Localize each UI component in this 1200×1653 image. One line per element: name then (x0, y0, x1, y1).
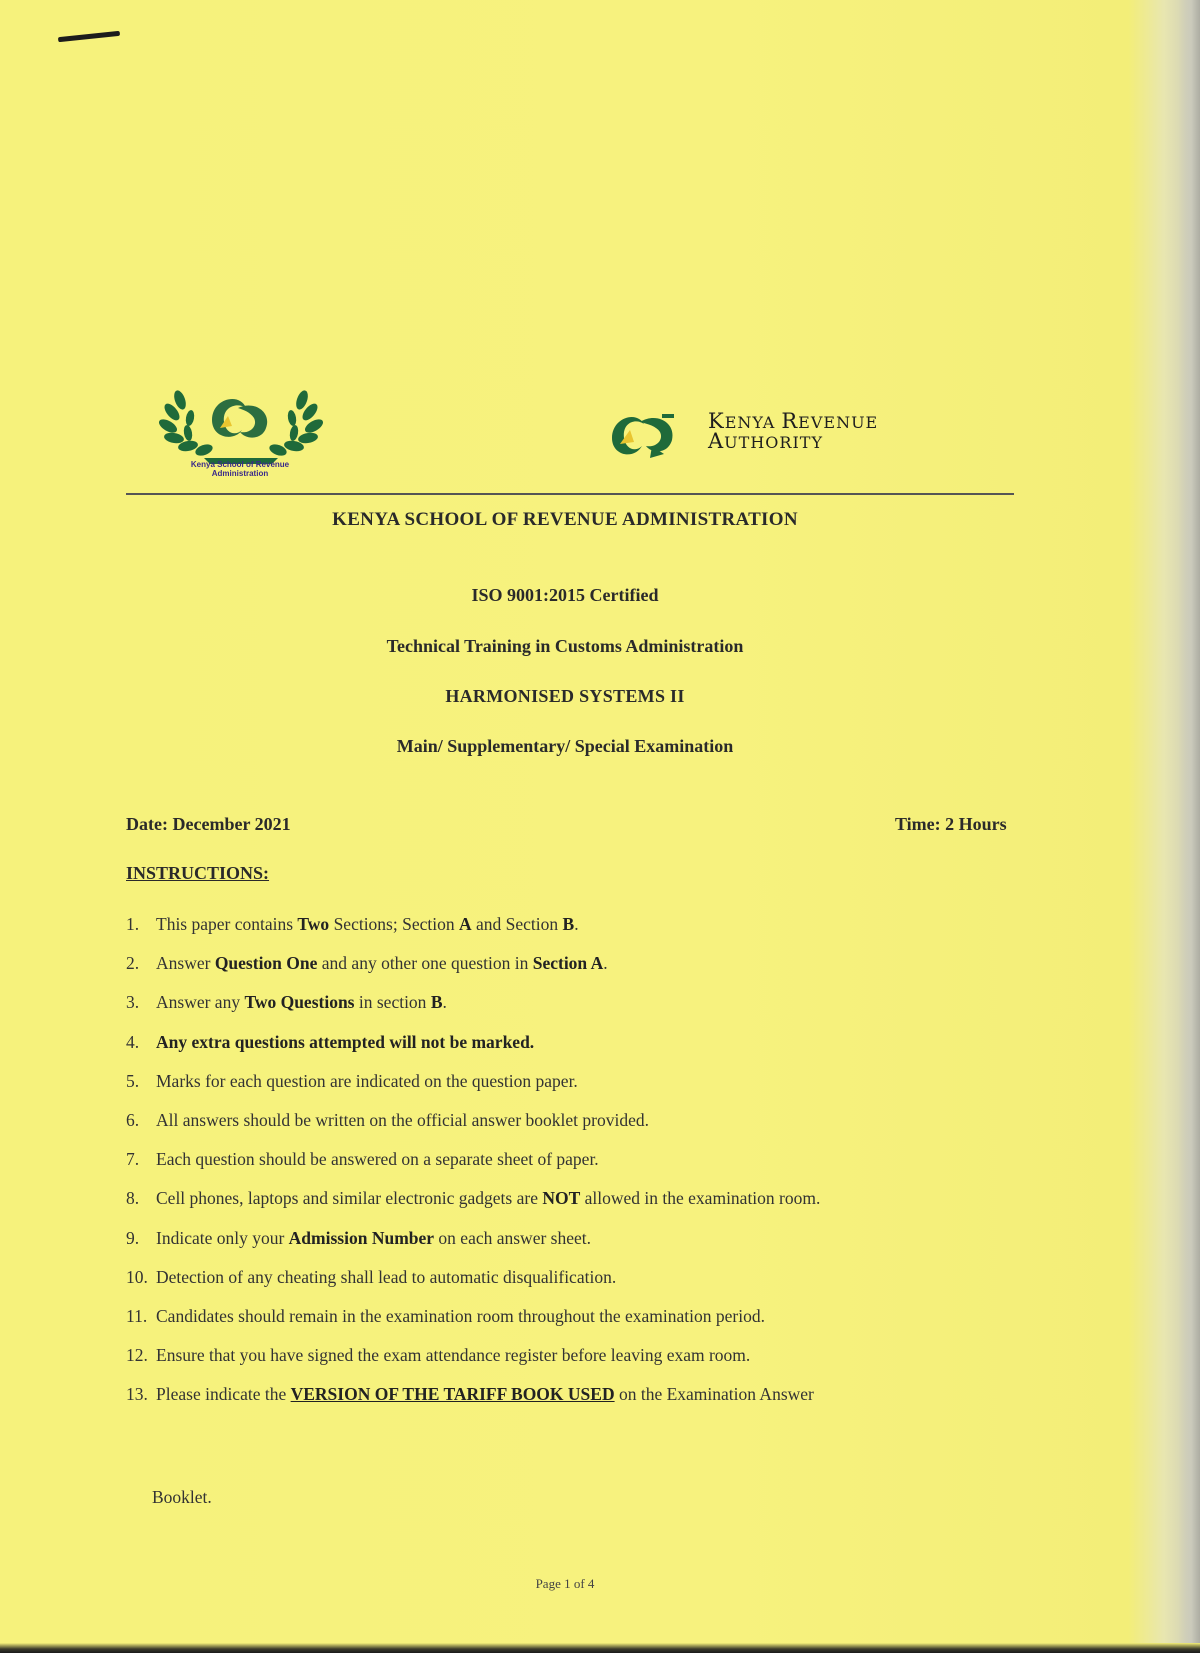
kra-cap-a: A (708, 429, 725, 453)
instruction-text: on each answer sheet. (434, 1227, 591, 1248)
instruction-text: and any other one question in (317, 953, 533, 974)
instruction-number: 3. (126, 992, 140, 1013)
instruction-emphasis: Any extra questions attempted will not be marked. (156, 1031, 535, 1052)
instruction-item (126, 952, 1026, 991)
exam-date: Date: December 2021 (126, 814, 291, 834)
ksra-caption-line2: Administration (211, 469, 269, 478)
instruction-emphasis: A (458, 914, 472, 934)
course-title: Technical Training in Customs Administration (386, 636, 744, 656)
instruction-item (126, 1187, 1026, 1226)
instruction-emphasis: NOT (542, 1188, 581, 1209)
instruction-emphasis: Two (297, 914, 330, 934)
instruction-text: Please indicate the (156, 1384, 291, 1405)
instruction-item (126, 913, 1026, 952)
instruction-item (126, 1305, 1026, 1344)
instruction-item (126, 1266, 1026, 1305)
instruction-text: in section (354, 992, 431, 1013)
instruction-item (126, 1070, 1026, 1109)
instruction-text: Cell phones, laptops and similar electronic gadgets are (156, 1188, 543, 1209)
instruction-number: 4. (126, 1031, 140, 1052)
paper-edge-shadow (1178, 0, 1200, 1653)
instruction-text: Detection of any cheating shall lead to automatic disqualification. (156, 1266, 617, 1287)
kra-cap-k: K (708, 409, 725, 433)
instruction-text: allowed in the examination room. (580, 1188, 821, 1209)
instruction-number: 8. (126, 1188, 140, 1209)
exam-time: Time: 2 Hours (895, 814, 1007, 834)
instruction-text: Marks for each question are indicated on the question paper. (156, 1070, 578, 1091)
instruction-text: . (442, 992, 447, 1013)
instruction-emphasis: Admission Number (288, 1227, 435, 1248)
ksra-caption-line1: Kenya School of Revenue (190, 460, 290, 469)
instruction-number: 12. (126, 1345, 148, 1366)
kra-word-enya: ENYA (724, 413, 782, 432)
instruction-number: 6. (126, 1109, 140, 1130)
instruction-item (126, 1227, 1026, 1266)
header-divider (126, 493, 1014, 495)
kra-emblem-icon (606, 408, 696, 460)
instruction-text: This paper contains (156, 914, 298, 934)
instruction-text: . (574, 914, 579, 934)
instruction-number: 13. (126, 1384, 148, 1405)
instruction-number: 10. (126, 1266, 148, 1287)
instruction-text: Answer (156, 953, 215, 974)
kra-wordmark (708, 409, 879, 453)
instruction-text: . (603, 953, 608, 974)
instruction-number: 5. (126, 1070, 140, 1091)
instruction-number: 9. (126, 1227, 140, 1248)
instruction-item (126, 991, 1026, 1030)
ksra-logo-caption (145, 460, 335, 478)
kra-cap-r: R (781, 409, 799, 433)
instruction-text: Answer any (156, 992, 245, 1013)
instruction-item (126, 1031, 1026, 1070)
instruction-text: and Section (471, 914, 563, 934)
instruction-text: Candidates should remain in the examination room throughout the examination period. (156, 1305, 765, 1326)
instruction-emphasis: B (430, 992, 443, 1013)
instructions-heading: INSTRUCTIONS: (126, 863, 270, 883)
instruction-item (126, 1109, 1026, 1148)
instruction-text: Each question should be answered on a separate sheet of paper. (156, 1149, 599, 1170)
instruction-number: 7. (126, 1149, 140, 1170)
kra-wordmark-line1 (708, 409, 879, 433)
instruction-emphasis: VERSION OF THE TARIFF BOOK USED (290, 1384, 615, 1405)
instruction-number: 11. (126, 1305, 148, 1326)
subject-title: HARMONISED SYSTEMS II (445, 686, 685, 706)
scan-bottom-edge (0, 1643, 1200, 1653)
kra-wordmark-line2 (708, 429, 878, 453)
instructions-list (126, 913, 1026, 1422)
instruction-number: 1. (126, 914, 140, 934)
kra-word-evenue: EVENUE (798, 413, 879, 432)
instruction-emphasis: Section A (532, 953, 604, 974)
instruction-number: 2. (126, 953, 140, 974)
exam-type: Main/ Supplementary/ Special Examination (396, 736, 734, 756)
certification: ISO 9001:2015 Certified (471, 585, 659, 605)
instruction-item (126, 1383, 1026, 1422)
instruction-item (126, 1148, 1026, 1187)
instruction-text: All answers should be written on the official answer booklet provided. (156, 1109, 649, 1130)
pen-mark (58, 31, 120, 42)
instruction-text: Sections; Section (329, 914, 459, 934)
school-name: KENYA SCHOOL OF REVENUE ADMINISTRATION (332, 509, 798, 530)
instruction-text: Ensure that you have signed the exam attendance register before leaving exam room. (156, 1345, 751, 1366)
instruction-13-continuation: Booklet. (152, 1487, 212, 1507)
page-number: Page 1 of 4 (535, 1576, 595, 1591)
instruction-emphasis: Question One (214, 953, 318, 974)
instruction-item (126, 1344, 1026, 1383)
instruction-text: on the Examination Answer (614, 1384, 814, 1405)
kra-word-uthority: UTHORITY (724, 433, 823, 452)
instruction-emphasis: B (562, 914, 575, 934)
instruction-emphasis: Two Questions (244, 992, 355, 1013)
instruction-text: Indicate only your (156, 1227, 289, 1248)
